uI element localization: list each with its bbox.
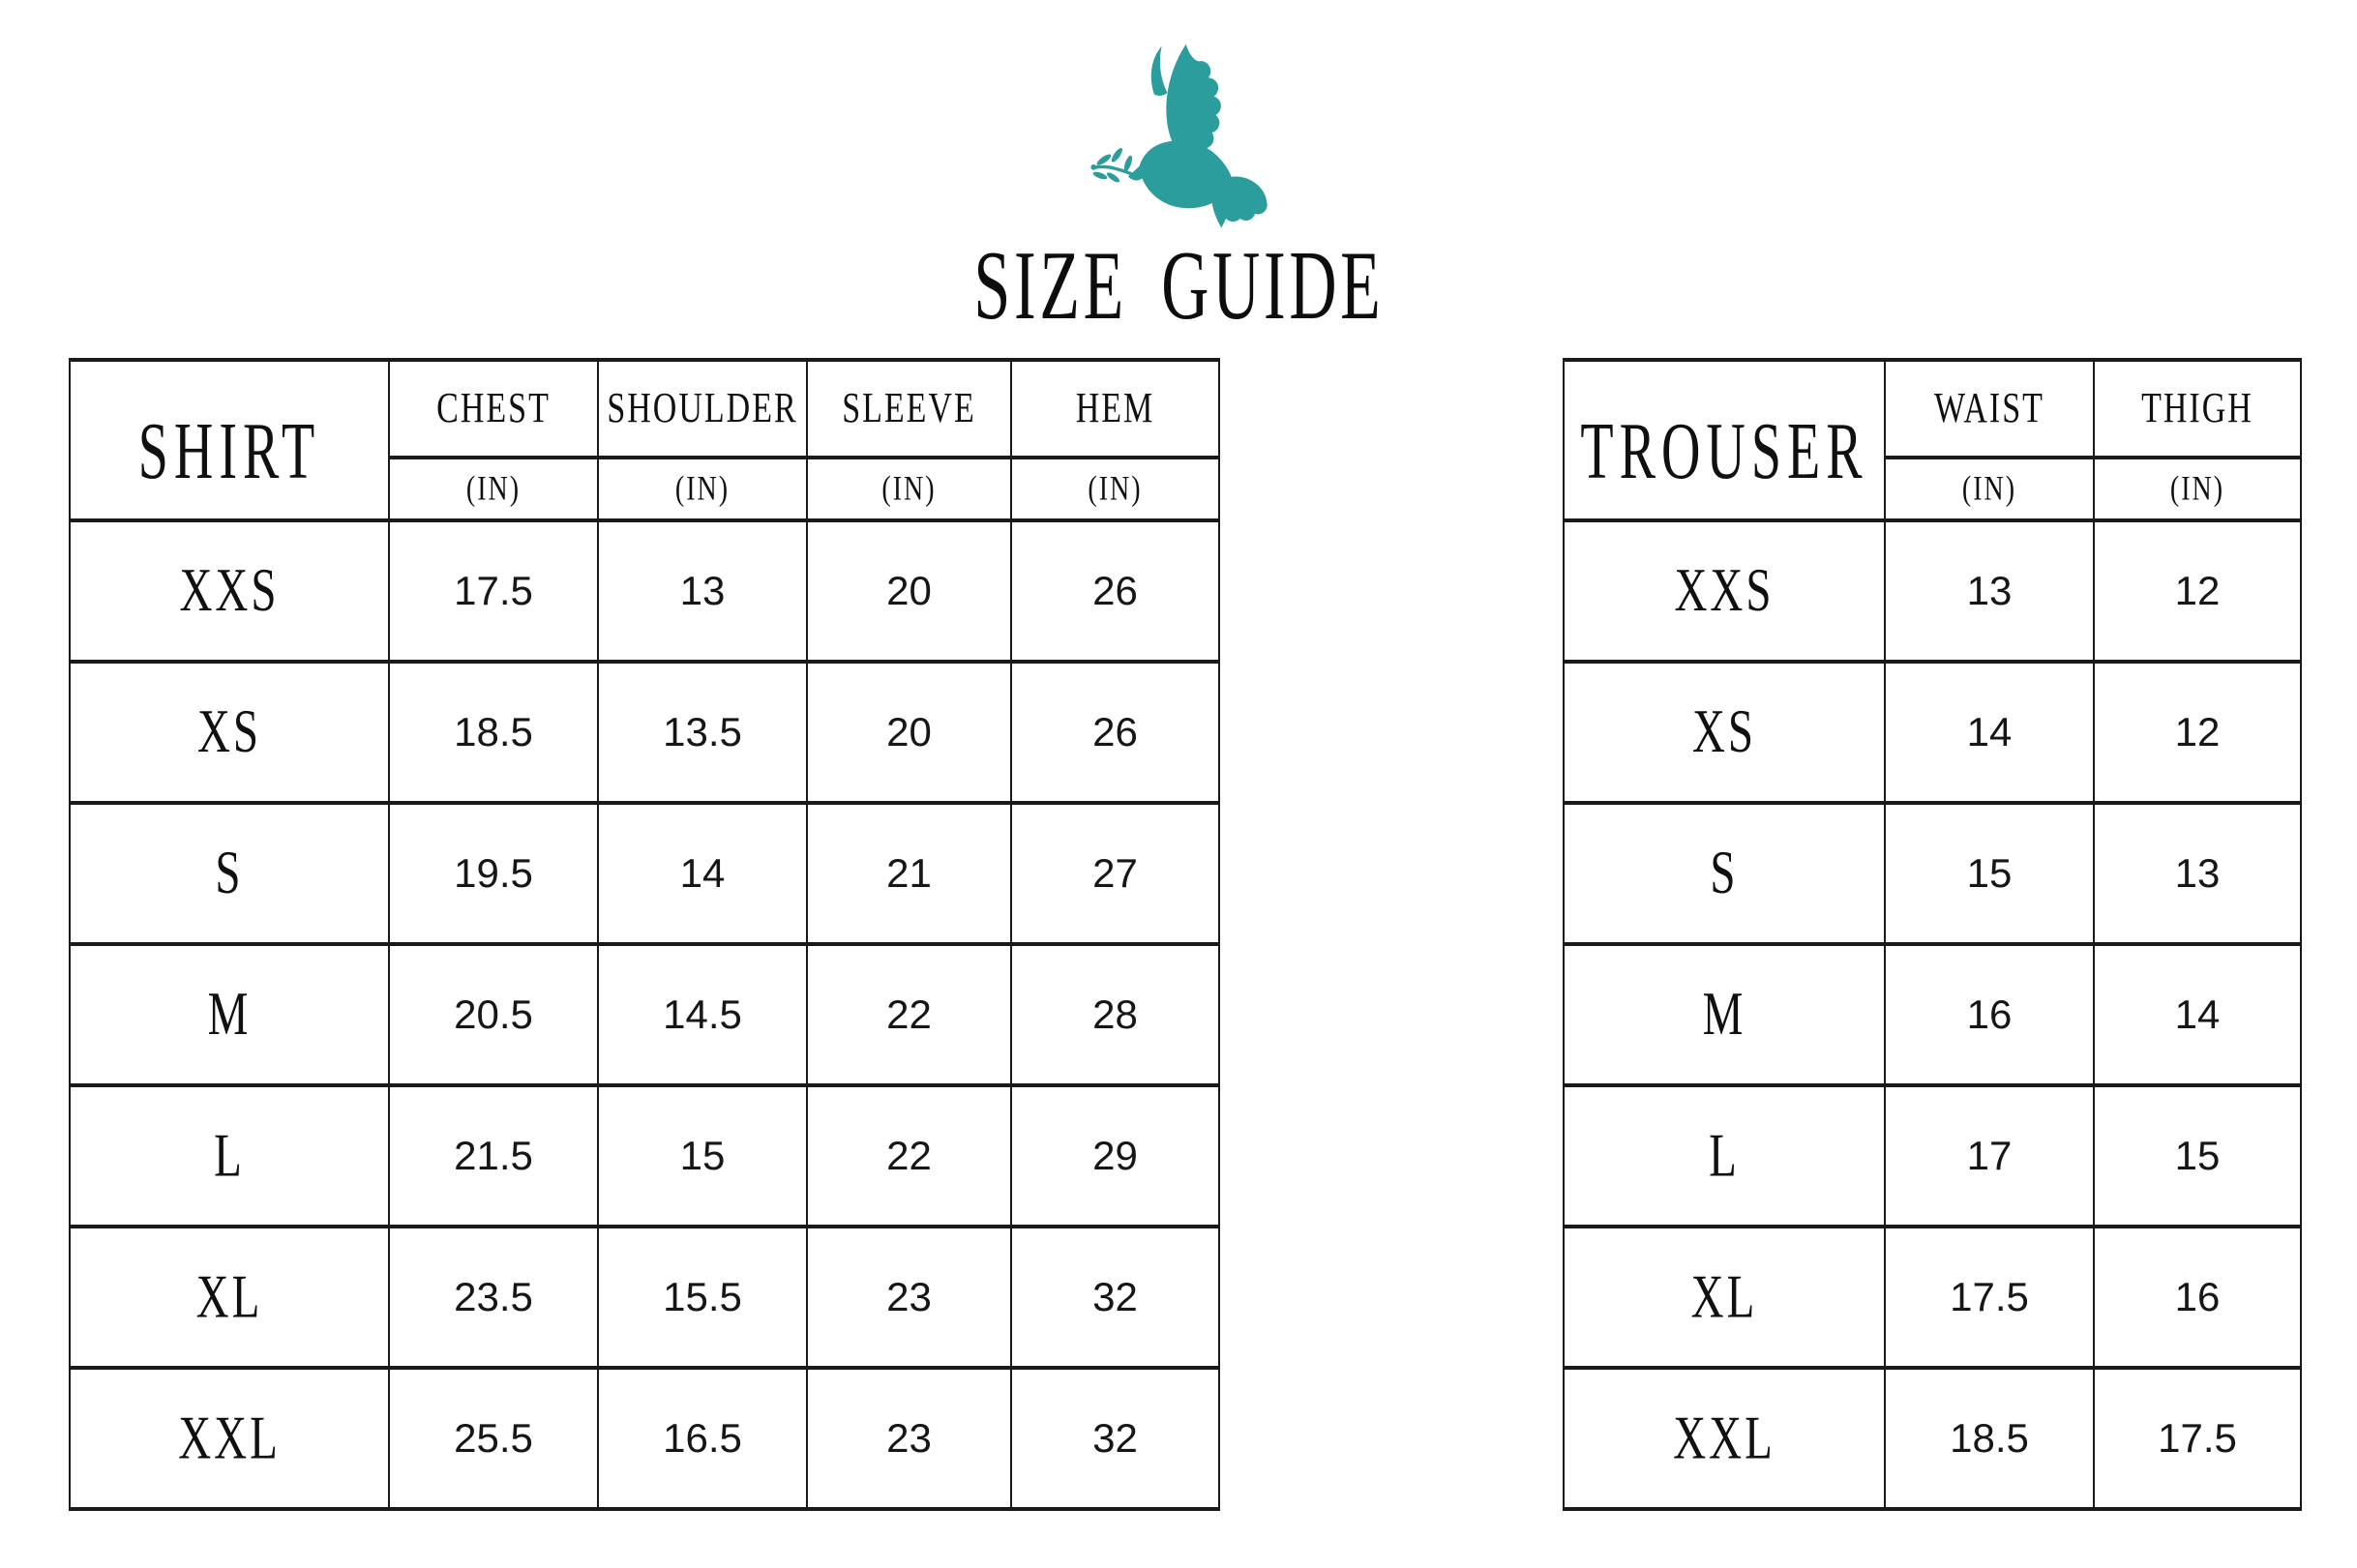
page-title-wrap bbox=[0, 230, 2357, 341]
trouser-row-xxl bbox=[1564, 1368, 2301, 1509]
value-cell: 32 bbox=[1011, 1368, 1219, 1509]
value-cell: 13 bbox=[2094, 803, 2301, 944]
shirt-col-chest: CHEST bbox=[389, 360, 598, 458]
trouser-header-row bbox=[1564, 360, 2301, 458]
value-cell: 29 bbox=[1011, 1085, 1219, 1227]
shirt-size-table bbox=[69, 358, 1220, 1511]
size-cell: XXL bbox=[1564, 1368, 1885, 1509]
trouser-col-waist: WAIST bbox=[1885, 360, 2094, 458]
size-cell: S bbox=[70, 803, 389, 944]
value-cell: 14 bbox=[598, 803, 807, 944]
value-cell: 12 bbox=[2094, 520, 2301, 662]
value-cell: 26 bbox=[1011, 662, 1219, 803]
value-cell: 18.5 bbox=[389, 662, 598, 803]
shirt-col-hem: HEM bbox=[1011, 360, 1219, 458]
value-cell: 16.5 bbox=[598, 1368, 807, 1509]
shirt-col-shoulder: SHOULDER bbox=[598, 360, 807, 458]
value-cell: 23.5 bbox=[389, 1227, 598, 1368]
value-cell: 17.5 bbox=[389, 520, 598, 662]
value-cell: 16 bbox=[2094, 1227, 2301, 1368]
value-cell: 13 bbox=[1885, 520, 2094, 662]
size-cell: M bbox=[70, 944, 389, 1085]
value-cell: 14.5 bbox=[598, 944, 807, 1085]
trouser-table-label-cell bbox=[1564, 360, 1885, 520]
value-cell: 15 bbox=[598, 1085, 807, 1227]
shirt-table-label: SHIRT bbox=[137, 406, 321, 497]
size-cell: XXS bbox=[1564, 520, 1885, 662]
value-cell: 26 bbox=[1011, 520, 1219, 662]
value-cell: 23 bbox=[807, 1368, 1011, 1509]
value-cell: 23 bbox=[807, 1227, 1011, 1368]
value-cell: 17 bbox=[1885, 1085, 2094, 1227]
shirt-table-label-cell bbox=[70, 360, 389, 520]
dove-olive-branch-icon bbox=[1082, 35, 1275, 240]
value-cell: 15 bbox=[1885, 803, 2094, 944]
unit-cell: (IN) bbox=[1011, 458, 1219, 520]
shirt-row-xxs bbox=[70, 520, 1219, 662]
value-cell: 15.5 bbox=[598, 1227, 807, 1368]
size-cell: XS bbox=[70, 662, 389, 803]
value-cell: 15 bbox=[2094, 1085, 2301, 1227]
trouser-size-table bbox=[1563, 358, 2302, 1511]
trouser-row-xl bbox=[1564, 1227, 2301, 1368]
shirt-header-row bbox=[70, 360, 1219, 458]
size-cell: XL bbox=[1564, 1227, 1885, 1368]
value-cell: 14 bbox=[2094, 944, 2301, 1085]
shirt-row-xs bbox=[70, 662, 1219, 803]
trouser-col-thigh: THIGH bbox=[2094, 360, 2301, 458]
value-cell: 25.5 bbox=[389, 1368, 598, 1509]
trouser-row-l bbox=[1564, 1085, 2301, 1227]
value-cell: 13 bbox=[598, 520, 807, 662]
unit-cell: (IN) bbox=[598, 458, 807, 520]
shirt-row-s bbox=[70, 803, 1219, 944]
page-title: SIZE GUIDE bbox=[972, 231, 1385, 341]
size-cell: XS bbox=[1564, 662, 1885, 803]
size-cell: XXL bbox=[70, 1368, 389, 1509]
shirt-row-m bbox=[70, 944, 1219, 1085]
value-cell: 21.5 bbox=[389, 1085, 598, 1227]
shirt-col-sleeve: SLEEVE bbox=[807, 360, 1011, 458]
size-cell: L bbox=[70, 1085, 389, 1227]
size-cell: XXS bbox=[70, 520, 389, 662]
value-cell: 18.5 bbox=[1885, 1368, 2094, 1509]
trouser-table-label: TROUSER bbox=[1580, 406, 1868, 497]
value-cell: 32 bbox=[1011, 1227, 1219, 1368]
shirt-row-xl bbox=[70, 1227, 1219, 1368]
size-cell: M bbox=[1564, 944, 1885, 1085]
trouser-row-s bbox=[1564, 803, 2301, 944]
value-cell: 27 bbox=[1011, 803, 1219, 944]
value-cell: 17.5 bbox=[2094, 1368, 2301, 1509]
value-cell: 20 bbox=[807, 520, 1011, 662]
value-cell: 14 bbox=[1885, 662, 2094, 803]
trouser-row-m bbox=[1564, 944, 2301, 1085]
size-cell: S bbox=[1564, 803, 1885, 944]
trouser-row-xxs bbox=[1564, 520, 2301, 662]
shirt-row-l bbox=[70, 1085, 1219, 1227]
value-cell: 22 bbox=[807, 944, 1011, 1085]
value-cell: 12 bbox=[2094, 662, 2301, 803]
unit-cell: (IN) bbox=[2094, 458, 2301, 520]
value-cell: 19.5 bbox=[389, 803, 598, 944]
value-cell: 13.5 bbox=[598, 662, 807, 803]
shirt-row-xxl bbox=[70, 1368, 1219, 1509]
value-cell: 20 bbox=[807, 662, 1011, 803]
brand-logo bbox=[1082, 35, 1275, 240]
unit-cell: (IN) bbox=[807, 458, 1011, 520]
trouser-row-xs bbox=[1564, 662, 2301, 803]
unit-cell: (IN) bbox=[1885, 458, 2094, 520]
value-cell: 22 bbox=[807, 1085, 1011, 1227]
value-cell: 17.5 bbox=[1885, 1227, 2094, 1368]
value-cell: 16 bbox=[1885, 944, 2094, 1085]
size-cell: XL bbox=[70, 1227, 389, 1368]
size-cell: L bbox=[1564, 1085, 1885, 1227]
value-cell: 21 bbox=[807, 803, 1011, 944]
value-cell: 28 bbox=[1011, 944, 1219, 1085]
unit-cell: (IN) bbox=[389, 458, 598, 520]
value-cell: 20.5 bbox=[389, 944, 598, 1085]
